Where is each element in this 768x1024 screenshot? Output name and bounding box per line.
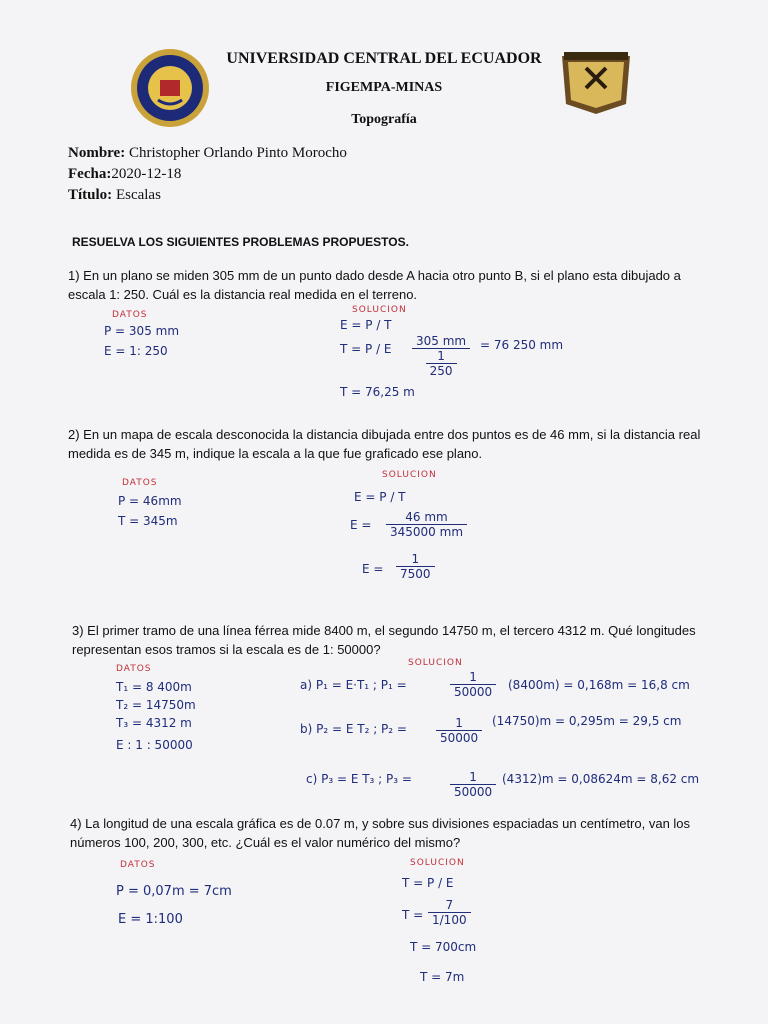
problem-4-line-1: 4) La longitud de una escala gráfica es de 0.07 m, y sobre sus divisiones espaciadas un centímetro, van los — [70, 816, 691, 831]
p3-solucion-label: SOLUCION — [408, 658, 463, 668]
problem-3-line-2: representan esos tramos si la escala es de 1: 50000? — [72, 642, 381, 657]
p3-b-result: (14750)m = 0,295m = 29,5 cm — [492, 714, 682, 728]
p3-a-lhs: a) P₁ = E·T₁ ; P₁ = — [300, 678, 407, 692]
p3-b-fraction — [436, 716, 482, 745]
student-name-line — [68, 145, 347, 162]
p4-datum-2: E = 1:100 — [118, 912, 183, 927]
problem-2-line-2: medida es de 345 m, indique la escala a la que fue graficado ese plano. — [68, 446, 483, 461]
date-value: 2020-12-18 — [111, 166, 182, 182]
p4-datum-1: P = 0,07m = 7cm — [116, 884, 232, 899]
problem-4-line-2: números 100, 200, 300, etc. ¿Cuál es el valor numérico del mismo? — [70, 835, 461, 850]
p2-step-3-lhs: E = — [362, 562, 384, 576]
p2-datum-2: T = 345m — [118, 514, 178, 528]
p2-step-2-fraction — [386, 510, 467, 539]
p4-step-1: T = P / E — [402, 876, 454, 890]
p1-step-2-lhs: T = P / E — [340, 342, 392, 356]
p2-datum-1: P = 46mm — [118, 494, 182, 508]
p1-step-1: E = P / T — [340, 318, 392, 332]
p2-datos-label: DATOS — [122, 478, 158, 488]
name-label: Nombre: — [68, 145, 126, 161]
p1-step-2-fraction — [412, 334, 470, 378]
p2-fraction-num: 46 mm — [386, 510, 467, 525]
problem-1-line-1: 1) En un plano se miden 305 mm de un punto dado desde A hacia otro punto B, si el plano esta dibujado a — [68, 268, 681, 283]
faculty-name: FIGEMPA-MINAS — [325, 80, 443, 95]
p4-datos-label: DATOS — [120, 860, 156, 870]
p3-c-fraction — [450, 770, 496, 799]
date-label: Fecha: — [68, 166, 112, 182]
problem-2-line-1: 2) En un mapa de escala desconocida la distancia dibujada entre dos puntos es de 46 mm, si la distancia real — [68, 427, 701, 442]
p1-answer: T = 76,25 m — [340, 385, 415, 399]
p1-fraction-den-den: 250 — [429, 364, 453, 378]
p4-solucion-label: SOLUCION — [410, 858, 465, 868]
p3-b-den: 50000 — [440, 731, 479, 745]
problem-1-line-2: escala 1: 250. Cuál es la distancia real medida en el terreno. — [68, 287, 418, 302]
p4-step-3: T = 700cm — [410, 940, 477, 954]
p4-answer: T = 7m — [420, 970, 465, 984]
p3-a-result: (8400m) = 0,168m = 16,8 cm — [508, 678, 690, 692]
p2-answer-num: 1 — [396, 552, 435, 567]
p2-step-2-lhs: E = — [350, 518, 372, 532]
p1-datum-1: P = 305 mm — [104, 324, 180, 338]
p3-datum-2: T₂ = 14750m — [116, 698, 196, 712]
p3-c-lhs: c) P₃ = E T₃ ; P₃ = — [306, 772, 412, 786]
instructions: RESUELVA LOS SIGUIENTES PROBLEMAS PROPUESTOS. — [72, 235, 409, 249]
university-seal-logo — [130, 48, 210, 128]
p2-fraction-den: 345000 mm — [390, 525, 464, 539]
p1-datos-label: DATOS — [112, 310, 148, 320]
p3-b-lhs: b) P₂ = E T₂ ; P₂ = — [300, 722, 407, 736]
title-value: Escalas — [112, 187, 161, 203]
date-line — [68, 166, 181, 183]
name-value: Christopher Orlando Pinto Morocho — [125, 145, 347, 161]
p2-step-1: E = P / T — [354, 490, 406, 504]
p3-datum-3: T₃ = 4312 m — [116, 716, 192, 730]
p4-fraction-den: 1/100 — [432, 913, 467, 927]
p1-step-2-result: = 76 250 mm — [480, 338, 564, 352]
p1-fraction-den-num: 1 — [426, 349, 457, 364]
title-label: Título: — [68, 187, 113, 203]
p3-c-num: 1 — [450, 770, 496, 785]
problem-3-line-1: 3) El primer tramo de una línea férrea mide 8400 m, el segundo 14750 m, el tercero 4312 m. Qué longitudes — [72, 623, 696, 638]
p4-step-2-fraction — [428, 898, 471, 927]
mining-engineering-logo — [556, 48, 636, 116]
p1-solucion-label: SOLUCION — [352, 305, 407, 315]
p3-b-num: 1 — [436, 716, 482, 731]
p3-c-result: (4312)m = 0,08624m = 8,62 cm — [502, 772, 700, 786]
p3-a-fraction — [450, 670, 496, 699]
university-name: UNIVERSIDAD CENTRAL DEL ECUADOR — [226, 50, 542, 67]
title-line — [68, 187, 161, 204]
p2-answer-den: 7500 — [400, 567, 431, 581]
p1-fraction-num: 305 mm — [412, 334, 470, 349]
p3-c-den: 50000 — [454, 785, 493, 799]
p4-fraction-num: 7 — [428, 898, 471, 913]
p4-step-2-lhs: T = — [402, 908, 424, 922]
p2-solucion-label: SOLUCION — [382, 470, 437, 480]
p3-datos-label: DATOS — [116, 664, 152, 674]
p3-a-num: 1 — [450, 670, 496, 685]
p3-a-den: 50000 — [454, 685, 493, 699]
p3-datum-1: T₁ = 8 400m — [116, 680, 192, 694]
p3-datum-4: E : 1 : 50000 — [116, 738, 193, 752]
subject-name: Topografía — [351, 112, 417, 127]
p1-datum-2: E = 1: 250 — [104, 344, 168, 358]
p2-step-3-fraction — [396, 552, 435, 581]
